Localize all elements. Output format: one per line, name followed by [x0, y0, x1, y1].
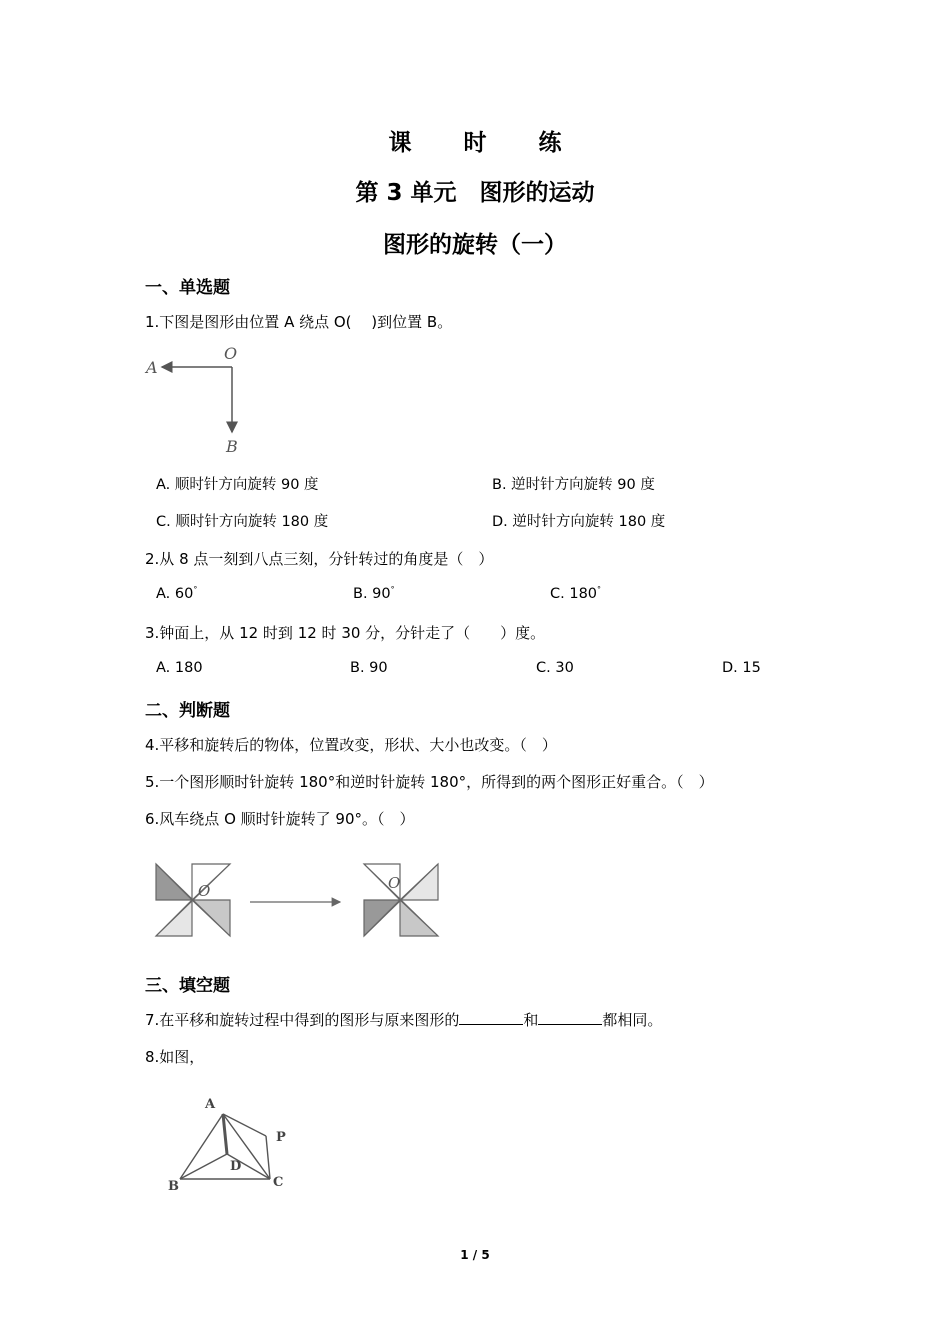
question-8: 8.如图， [145, 1048, 205, 1066]
question-2: 2.从 8 点一刻到八点三刻，分针转过的角度是（ ） [145, 550, 494, 568]
question-7: 7.在平移和旋转过程中得到的图形与原来图形的 和 都相同。 [145, 1011, 663, 1029]
question-5: 5.一个图形顺时针旋转 180°和逆时针旋转 180°，所得到的两个图形正好重合。（ ） [145, 773, 714, 791]
label-b: B [226, 437, 238, 456]
q1-option-d[interactable]: D. 逆时针方向旋转 180 度 [492, 514, 666, 530]
question-1: 1.下图是图形由位置 A 绕点 O( )到位置 B。 [145, 313, 453, 331]
q8-label-a: A [205, 1097, 216, 1112]
q8-label-c: C [273, 1175, 284, 1190]
q8-label-b: B [168, 1179, 179, 1194]
windmill-before [156, 864, 230, 936]
q3-option-a[interactable]: A. 180 [156, 660, 203, 676]
section-heading-true-false: 二、判断题 [145, 701, 230, 721]
q3-option-c[interactable]: C. 30 [536, 660, 574, 676]
blank-1[interactable] [459, 1010, 523, 1025]
label-o: O [224, 344, 238, 363]
question-1-figure [140, 340, 260, 460]
question-4: 4.平移和旋转后的物体，位置改变，形状、大小也改变。（ ） [145, 736, 557, 754]
windmill-after-label-o: O [388, 874, 401, 892]
windmill-after [364, 864, 438, 936]
page-number: 1 / 5 [460, 1248, 490, 1262]
q8-label-d: D [230, 1159, 242, 1174]
blank-2[interactable] [538, 1010, 602, 1025]
lesson-title: 图形的旋转（一） [383, 232, 567, 258]
q3-option-b[interactable]: B. 90 [350, 660, 388, 676]
q1-option-c[interactable]: C. 顺时针方向旋转 180 度 [156, 514, 329, 530]
question-8-figure [160, 1092, 300, 1202]
q1-option-a[interactable]: A. 顺时针方向旋转 90 度 [156, 477, 319, 493]
q2-option-a[interactable]: A. 60° [156, 585, 198, 602]
question-3: 3.钟面上，从 12 时到 12 时 30 分，分针走了（ ）度。 [145, 624, 546, 642]
q1-option-b[interactable]: B. 逆时针方向旋转 90 度 [492, 477, 655, 493]
question-6: 6.风车绕点 O 顺时针旋转了 90°。（ ） [145, 810, 415, 828]
page-title: 课 时 练 [388, 130, 584, 156]
unit-title: 第 3 单元 图形的运动 [355, 180, 595, 206]
windmill-before-label-o: O [198, 882, 211, 900]
q2-option-b[interactable]: B. 90° [353, 585, 395, 602]
q8-label-p: P [276, 1130, 286, 1145]
q2-option-c[interactable]: C. 180° [550, 585, 602, 602]
section-heading-fill-in: 三、填空题 [145, 976, 230, 996]
q3-option-d[interactable]: D. 15 [722, 660, 761, 676]
question-6-figure [150, 858, 450, 948]
label-a: A [146, 358, 158, 377]
section-heading-single-choice: 一、单选题 [145, 278, 230, 298]
